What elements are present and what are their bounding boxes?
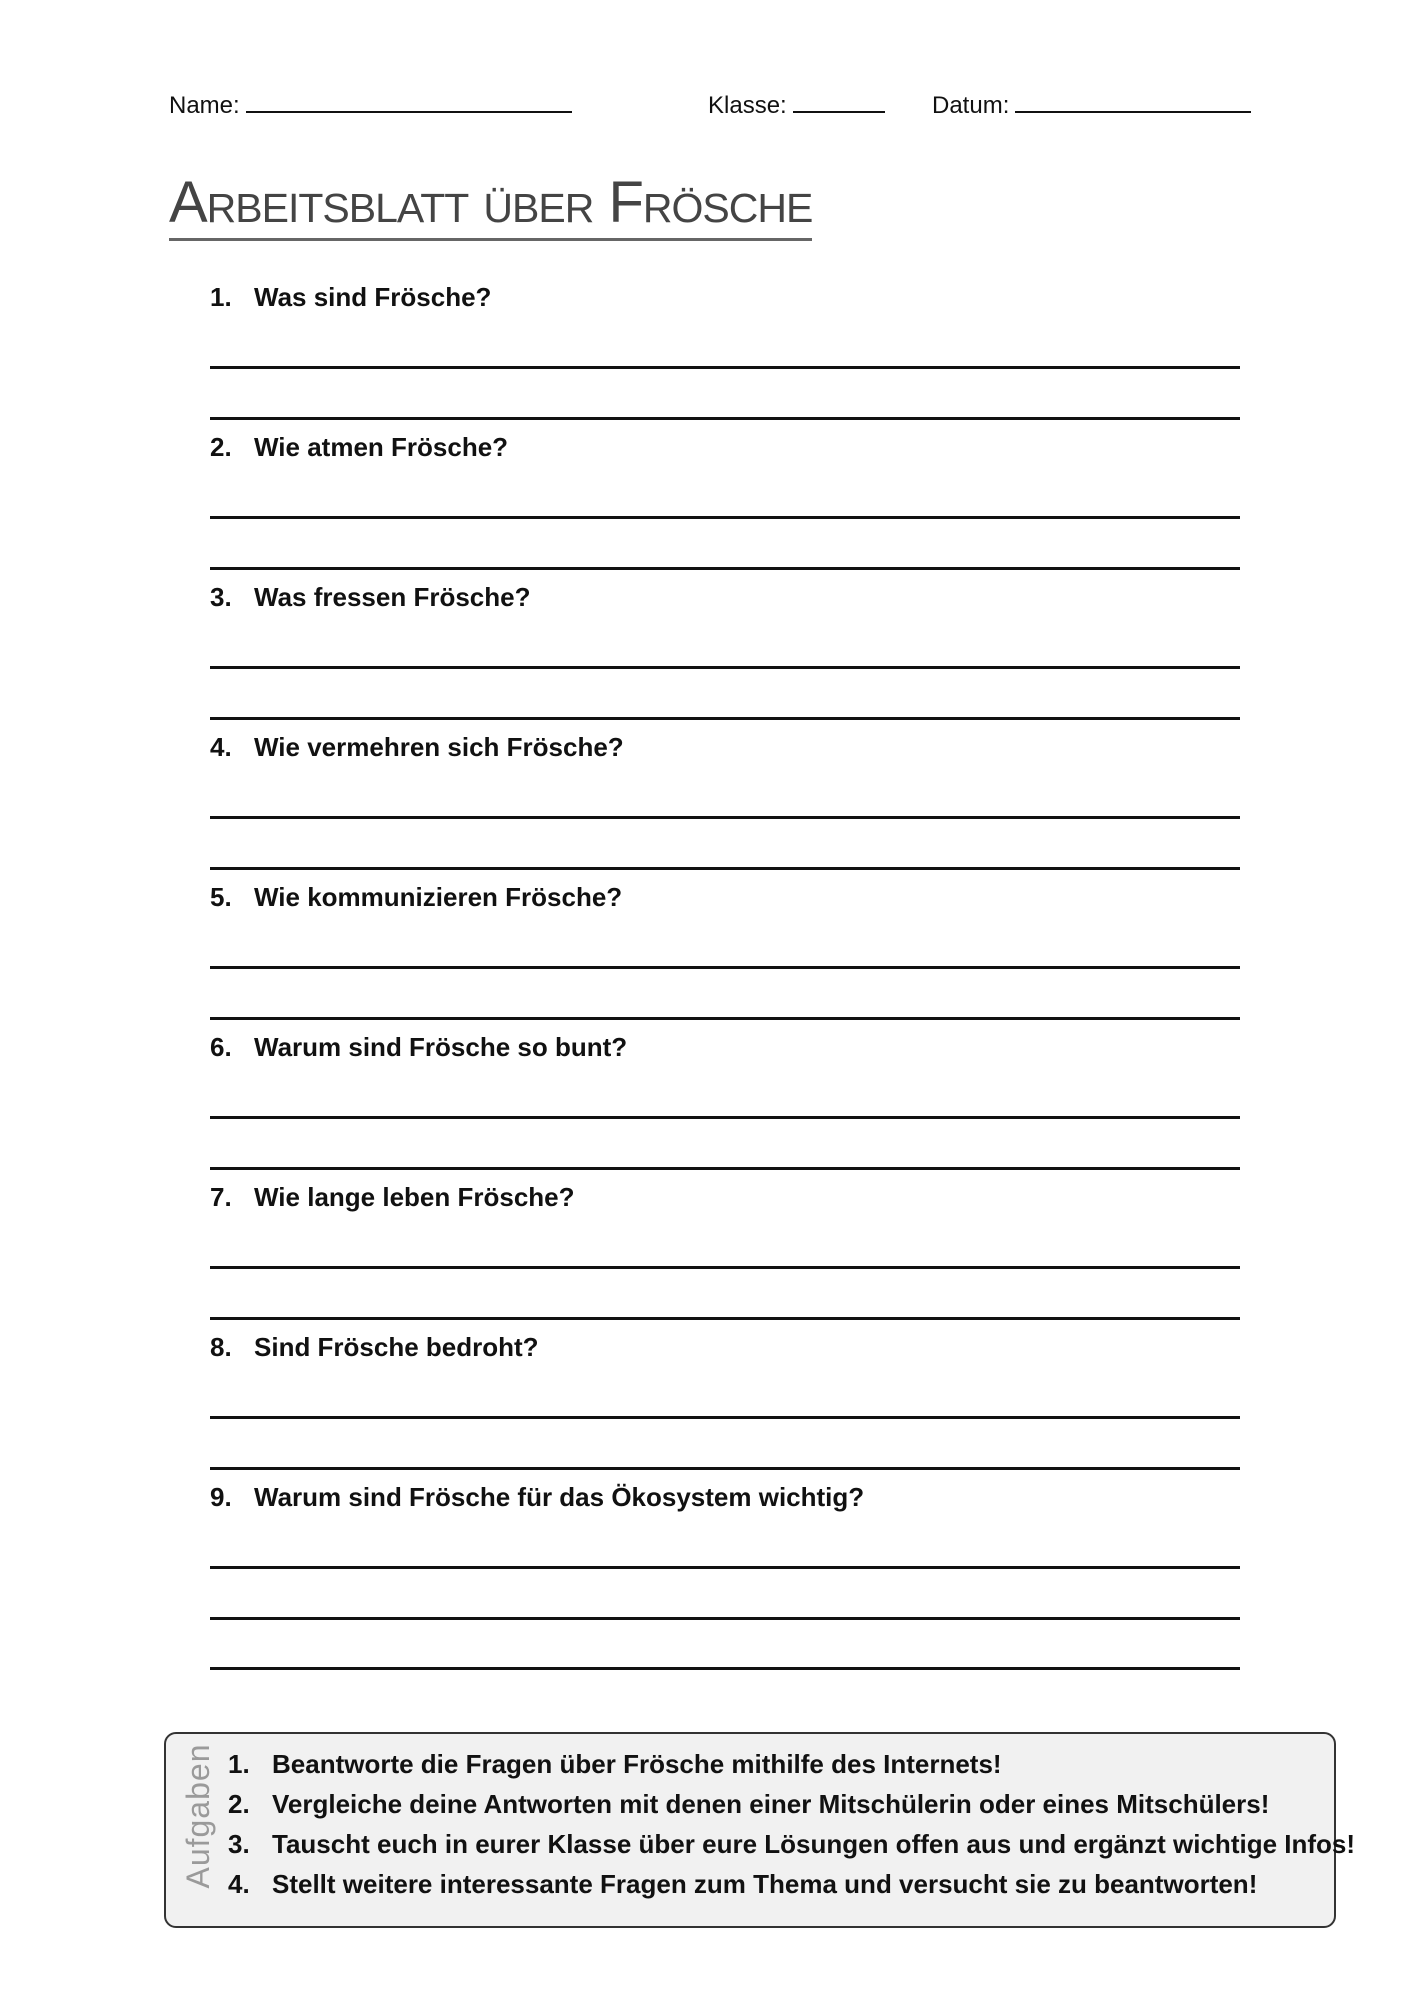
answer-line[interactable] — [210, 1416, 1240, 1419]
answer-line[interactable] — [210, 867, 1240, 870]
question-text — [210, 432, 508, 463]
page-title: Arbeitsblatt über Frösche — [169, 174, 812, 241]
answer-line[interactable] — [210, 1317, 1240, 1320]
task-item — [228, 1864, 1355, 1904]
tasks-label: Aufgaben — [180, 1743, 216, 1889]
answer-line[interactable] — [210, 1116, 1240, 1119]
answer-line[interactable] — [210, 666, 1240, 669]
question-number: 7. — [210, 1182, 232, 1212]
question-number: 3. — [210, 582, 232, 612]
question-item — [210, 1032, 1240, 1182]
datum-field[interactable] — [932, 85, 1251, 120]
task-number: 4. — [228, 1869, 250, 1899]
question-text — [210, 582, 530, 613]
task-item — [228, 1744, 1355, 1784]
task-text: Stellt weitere interessante Fragen zum Thema und versucht sie zu beantworten! — [272, 1869, 1258, 1899]
question-text — [210, 732, 624, 763]
question-number: 2. — [210, 432, 232, 462]
answer-line[interactable] — [210, 1266, 1240, 1269]
question-label: Wie kommunizieren Frösche? — [254, 882, 623, 912]
header-fields — [0, 85, 1414, 125]
question-label: Wie vermehren sich Frösche? — [254, 732, 624, 762]
question-label: Was sind Frösche? — [254, 282, 492, 312]
datum-label: Datum: — [932, 92, 1010, 119]
question-number: 9. — [210, 1482, 232, 1512]
name-field[interactable] — [169, 85, 572, 120]
answer-line[interactable] — [210, 567, 1240, 570]
klasse-field[interactable] — [708, 85, 885, 120]
question-number: 5. — [210, 882, 232, 912]
task-text: Vergleiche deine Antworten mit denen einer Mitschülerin oder eines Mitschülers! — [272, 1789, 1270, 1819]
question-label: Was fressen Frösche? — [254, 582, 531, 612]
tasks-box — [164, 1732, 1356, 1928]
answer-line[interactable] — [210, 1017, 1240, 1020]
answer-line[interactable] — [210, 1617, 1240, 1620]
answer-line[interactable] — [210, 516, 1240, 519]
question-number: 1. — [210, 282, 232, 312]
answer-line[interactable] — [210, 1467, 1240, 1470]
question-item — [210, 732, 1240, 882]
klasse-label: Klasse: — [708, 92, 787, 119]
datum-blank-line[interactable] — [1015, 85, 1251, 113]
task-number: 2. — [228, 1789, 250, 1819]
question-item — [210, 432, 1240, 582]
question-text — [210, 1182, 575, 1213]
question-number: 8. — [210, 1332, 232, 1362]
answer-line[interactable] — [210, 1566, 1240, 1569]
question-item — [210, 282, 1240, 432]
answer-line[interactable] — [210, 717, 1240, 720]
question-label: Wie atmen Frösche? — [254, 432, 509, 462]
klasse-blank-line[interactable] — [793, 85, 885, 113]
question-text — [210, 1332, 539, 1363]
question-text — [210, 282, 491, 313]
question-item — [210, 1182, 1240, 1332]
question-text — [210, 882, 622, 913]
task-number: 3. — [228, 1829, 250, 1859]
name-label: Name: — [169, 92, 240, 119]
question-label: Wie lange leben Frösche? — [254, 1182, 575, 1212]
question-list — [210, 282, 1240, 1682]
question-item — [210, 1332, 1240, 1482]
name-blank-line[interactable] — [246, 85, 572, 113]
answer-line[interactable] — [210, 816, 1240, 819]
task-text: Beantworte die Fragen über Frösche mithilfe des Internets! — [272, 1749, 1002, 1779]
question-text — [210, 1482, 864, 1513]
answer-line[interactable] — [210, 1667, 1240, 1670]
question-label: Sind Frösche bedroht? — [254, 1332, 539, 1362]
task-item — [228, 1784, 1355, 1824]
question-item — [210, 1482, 1240, 1682]
task-list — [228, 1744, 1355, 1904]
answer-line[interactable] — [210, 417, 1240, 420]
question-item — [210, 882, 1240, 1032]
question-text — [210, 1032, 627, 1063]
answer-line[interactable] — [210, 1167, 1240, 1170]
question-number: 6. — [210, 1032, 232, 1062]
question-item — [210, 582, 1240, 732]
question-label: Warum sind Frösche für das Ökosystem wichtig? — [254, 1482, 865, 1512]
task-number: 1. — [228, 1749, 250, 1779]
question-number: 4. — [210, 732, 232, 762]
question-label: Warum sind Frösche so bunt? — [254, 1032, 628, 1062]
task-item — [228, 1824, 1355, 1864]
answer-line[interactable] — [210, 966, 1240, 969]
answer-line[interactable] — [210, 366, 1240, 369]
task-text: Tauscht euch in eurer Klasse über eure Lösungen offen aus und ergänzt wichtige Infos! — [272, 1829, 1356, 1859]
